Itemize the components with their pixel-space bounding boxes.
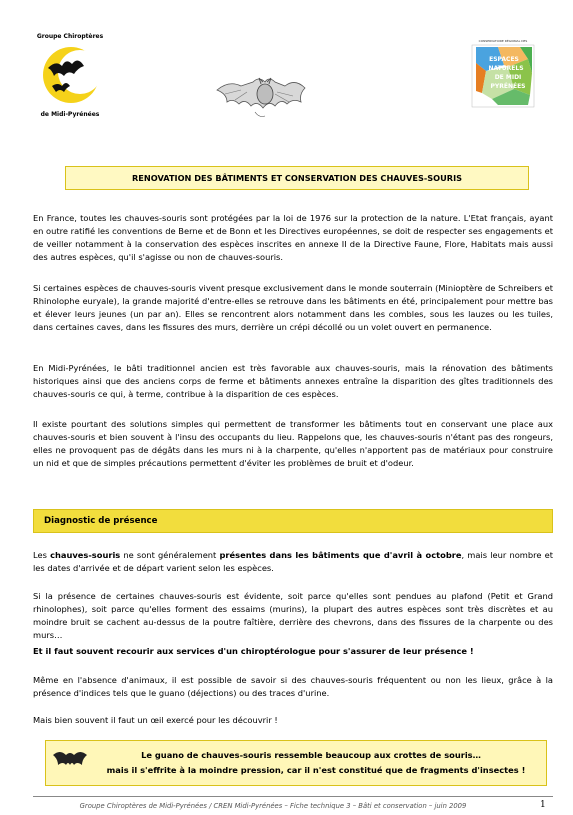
intro-paragraph-3: En Midi-Pyrénées, le bâti traditionnel ancien est très favorable aux chauves-souris, mais la rénovation des bâtiments historiques ainsi que des anciens corps de ferme et bâtiments annexes entraîne la disparition des gîtes traditionnels des chauves-souris ce qui, à terme, contribue à la disparition de ces espèces.	[33, 363, 553, 399]
diagnostic-p1-bold-subject: chauves-souris	[50, 550, 121, 560]
left-logo-title: Groupe Chiroptères	[36, 33, 104, 40]
section-header-diagnostic: Diagnostic de présence	[33, 509, 553, 533]
diagnostic-p1-text-c: , mais leur nombre et les dates d'arrivée et de départ varient selon les espèces.	[33, 550, 553, 573]
diagnostic-paragraph-2: Si la présence de certaines chauves-souris est évidente, soit parce qu'elles sont pendues au plafond (Petit et Grand rhinolophes), soit parce qu'elles forment des essaims (murins), la plupart des autres espèces sont très discrètes et au moindre bruit se cachent au-dessus de la poutre faîtière, derrière des chevrons, dans des fissures de la charpente ou des murs…	[33, 591, 553, 640]
cren-logo	[468, 33, 538, 113]
cren-logo-line-2: NATURELS	[488, 65, 524, 72]
cren-logo-line-4: PYRÉNÉES	[490, 83, 526, 90]
guano-note-box	[45, 740, 547, 786]
intro-paragraph-2: Si certaines espèces de chauves-souris vivent presque exclusivement dans le monde souterrain (Minioptère de Schreibers et Rhinolophe euryale), la grande majorité d'entre-elles se retrouve dans les bâtiments en été, principalement pour mettre bas et élever leurs jeunes (un par an). Elles se rencontrent alors notamment dans les combles, sous les lauzes ou les tuiles, dans certaines caves, dans les fissures des murs, derrière un crépi décollé ou un volet ouvert en permanence.	[33, 283, 553, 332]
diagnostic-paragraph-1	[33, 549, 553, 575]
footer-text: Groupe Chiroptères de Midi-Pyrénées / CREN Midi-Pyrénées – Fiche technique 3 – Bâti et conservation – juin 2009	[79, 802, 467, 810]
cren-logo-line-3: DE MIDI	[494, 74, 522, 81]
small-bat-icon	[52, 747, 88, 769]
left-logo-subtitle: de Midi-Pyrénées	[40, 111, 100, 118]
page-number: 1	[540, 800, 546, 810]
cren-logo-line-1: ESPACES	[489, 56, 519, 63]
intro-paragraph-4: Il existe pourtant des solutions simples qui permettent de transformer les bâtiments tout en conservant une place aux chauves-souris et bien souvent à l'insu des occupants du lieu. Rappelons que, les chauves-souris n'étant pas des rongeurs, elles ne provoquent pas de dégâts dans les murs ni à la charpente, qu'elles n'apportent pas de matériaux pour construire un nid et que de simples précautions permettent d'éviter les problèmes de bruit et d'odeur.	[33, 419, 553, 468]
intro-paragraph-1: En France, toutes les chauves-souris sont protégées par la loi de 1976 sur la protection de la nature. L'Etat français, ayant en outre ratifié les conventions de Berne et de Bonn et les Directives européennes, se doit de respecter ses engagements et de veiller notamment à la conservation des espèces inscrites en annexe II de la Directive Faune, Flore, Habitats mais aussi des autres espèces, qu'il s'agisse ou non de chauves-souris.	[33, 213, 553, 262]
page-title: RENOVATION DES BÂTIMENTS ET CONSERVATION DES CHAUVES-SOURIS	[65, 166, 529, 190]
diagnostic-p1-text-a: Les	[33, 550, 51, 560]
moon-bat-logo	[42, 42, 100, 108]
bat-illustration	[215, 72, 307, 124]
guano-note-line-1: Le guano de chauves-souris ressemble beaucoup aux crottes de souris…	[141, 750, 481, 760]
diagnostic-paragraph-4: Mais bien souvent il faut un œil exercé pour les découvrir !	[33, 715, 278, 725]
guano-note-line-2: mais il s'effrite à la moindre pression, car il n'est constitué que de fragments d'insectes !	[106, 765, 526, 775]
diagnostic-p1-bold-period: présentes dans les bâtiments que d'avril à octobre	[219, 550, 462, 560]
diagnostic-p1-text-b: ne sont généralement	[120, 550, 220, 560]
footer-divider	[33, 796, 553, 797]
diagnostic-paragraph-2-emphasis: Et il faut souvent recourir aux services d'un chiroptérologue pour s'assurer de leur présence !	[33, 646, 474, 656]
diagnostic-paragraph-3: Même en l'absence d'animaux, il est possible de savoir si des chauves-souris fréquentent ou non les lieux, grâce à la présence d'indices tels que le guano (déjections) ou des traces d'urine.	[33, 675, 553, 698]
cren-logo-header: CONSERVATOIRE RÉGIONAL DES	[478, 39, 528, 43]
